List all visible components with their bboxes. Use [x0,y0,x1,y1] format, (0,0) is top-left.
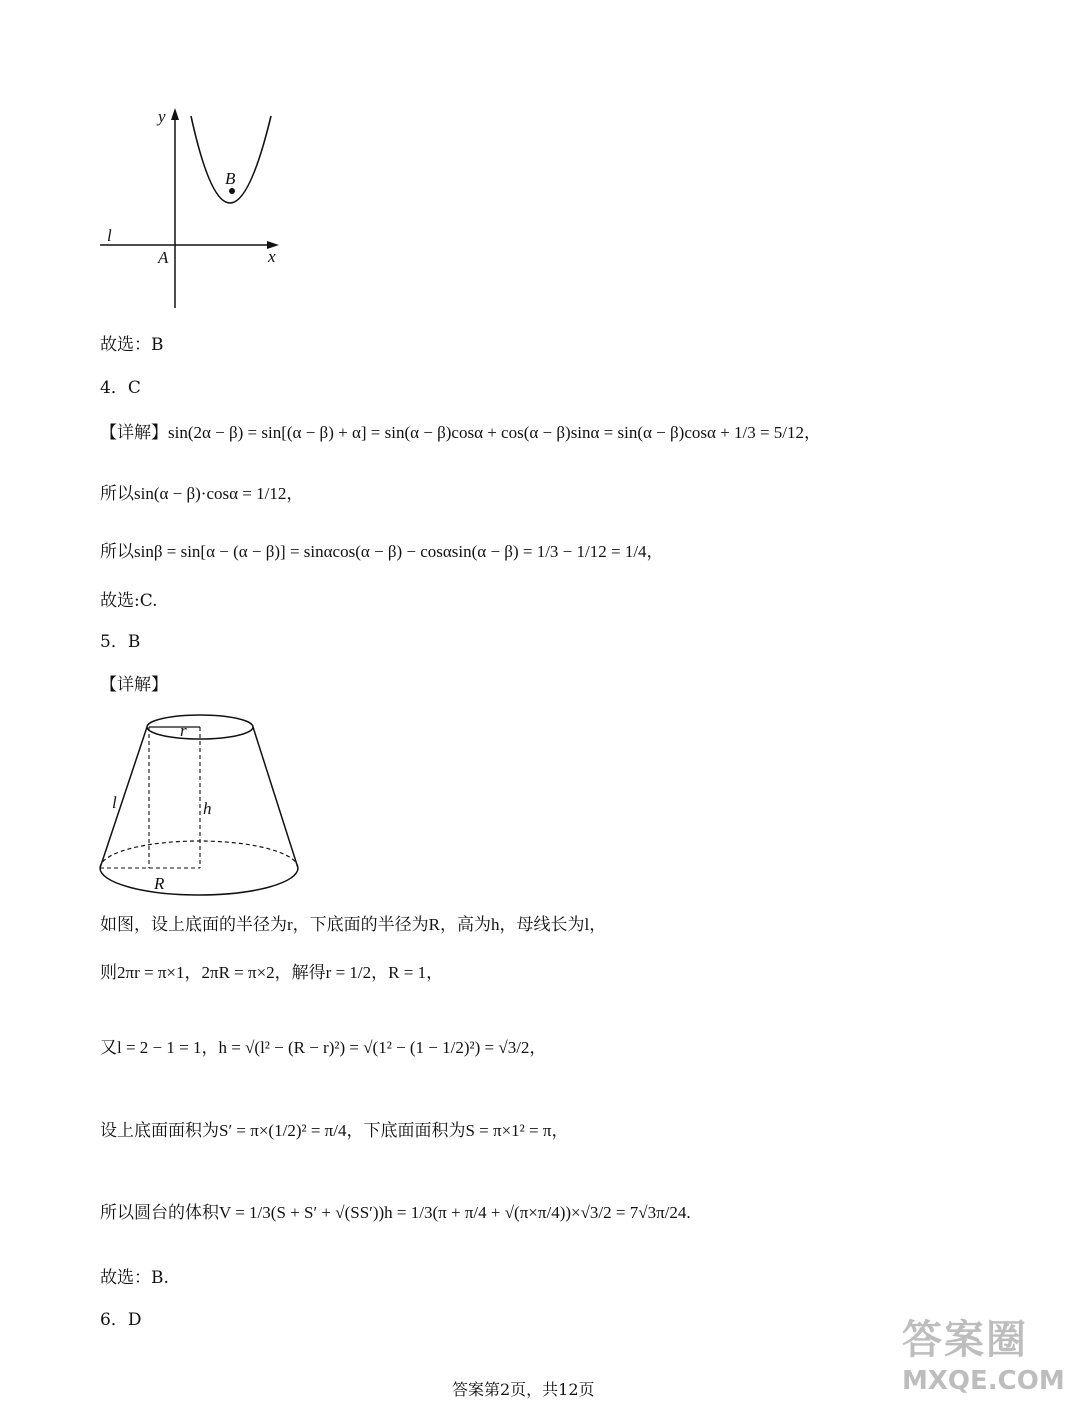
line-l-label: l [107,226,112,245]
point-b-label: B [225,169,236,188]
page-footer: 答案第2页，共12页 [452,1380,595,1399]
q5-number: 5．B [100,632,141,652]
q4-line1 [100,421,821,445]
watermark [902,1318,1065,1396]
parabola-figure [95,100,295,315]
q4-number: 4．C [100,378,141,398]
frustum-h-label: h [203,799,212,818]
q5-detail-label: 【详解】 [100,675,168,695]
q3-answer: 故选：B [100,335,164,355]
q4-answer: 故选:C. [100,591,158,611]
q4-line2-prefix: 所以 [100,484,134,504]
q5-answer: 故选：B. [100,1268,169,1288]
q5-line3: 又l = 2 − 1 = 1，h = √(l² − (R − r)²) = √(1² − (1 − 1/2)²) = √3/2， [100,1038,547,1057]
q5-line1: 如图，设上底面的半径为r，下底面的半径为R，高为h，母线长为l， [100,915,607,934]
q6-number: 6．D [100,1310,142,1330]
q5-line5: 所以圆台的体积V = 1/3(S + S′ + √(SS′))h = 1/3(π + π/4 + √(π×π/4))×√3/2 = 7√3π/24. [100,1203,691,1222]
frustum-r-label: r [180,721,187,740]
watermark-logo-text: 答案圈 [902,1317,1028,1363]
q4-equation-1: sin(2α − β) = sin[(α − β) + α] = sin(α − β)cosα + cos(α − β)sinα = sin(α − β)cosα + 1/3 = 5/12， [168,423,822,442]
q5-line2: 则2πr = π×1，2πR = π×2，解得r = 1/2，R = 1， [100,963,444,982]
y-axis-label: y [158,107,166,126]
frustum-R-label: R [154,874,165,893]
q4-line2 [100,482,303,506]
point-a-label: A [158,248,169,267]
watermark-url: MXQE.COM [902,1366,1065,1396]
q4-equation-3: sinβ = sin[α − (α − β)] = sinαcos(α − β) − cosαsin(α − β) = 1/3 − 1/12 = 1/4， [134,542,664,561]
frustum-l-label: l [112,793,117,812]
q4-line3 [100,540,664,564]
q4-line3-prefix: 所以 [100,542,134,562]
q4-equation-2: sin(α − β)·cosα = 1/12， [134,484,304,503]
frustum-figure [95,708,310,900]
q4-detail-label: 【详解】 [100,423,168,443]
x-axis-label: x [268,247,276,266]
q5-line4: 设上底面面积为S′ = π×(1/2)² = π/4，下底面面积为S = π×1² = π， [100,1121,569,1140]
